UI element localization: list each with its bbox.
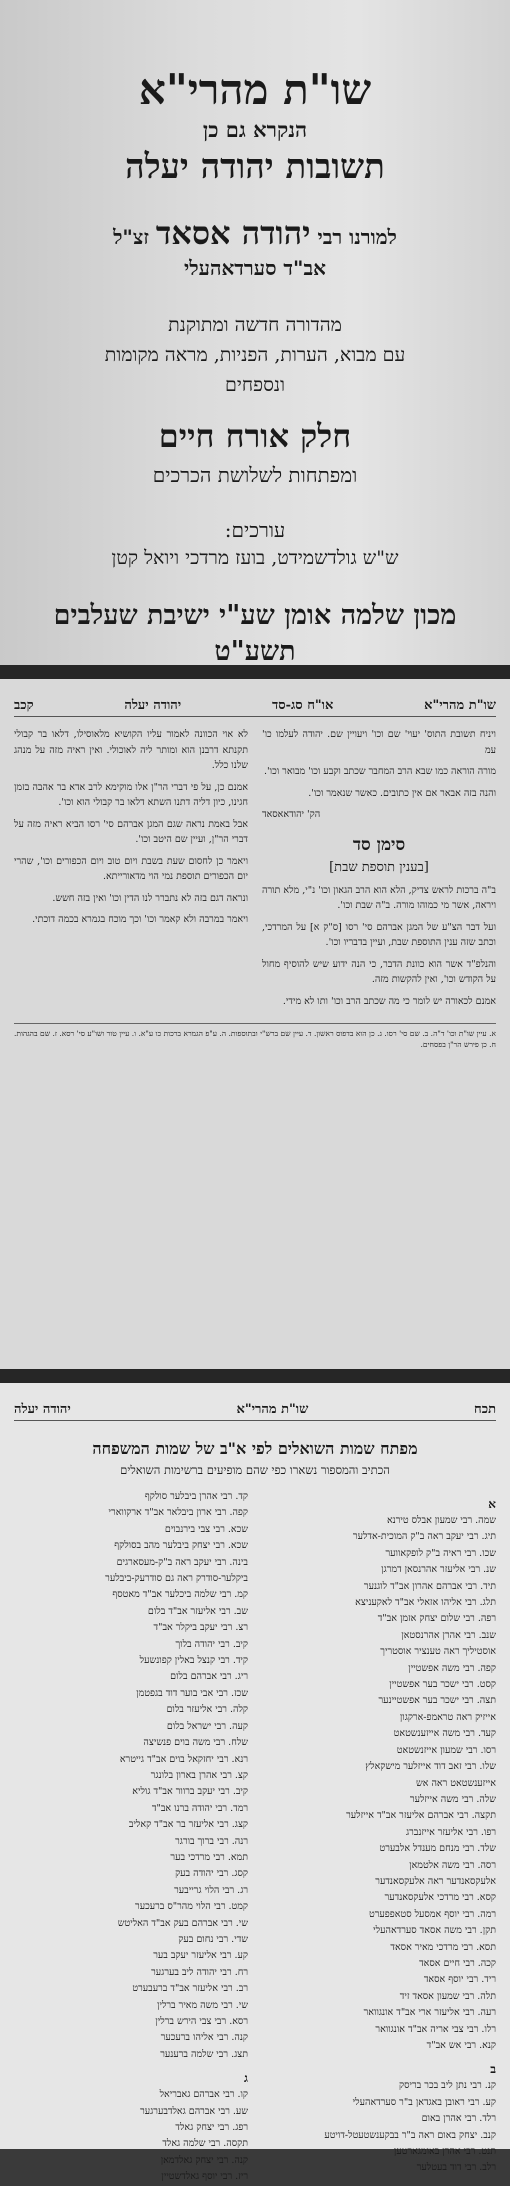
index-entry: תלה. רבי שמעון אסאד זיד xyxy=(399,1990,496,2002)
index-entry: קפה. רבי ארון ביבלאר אב"ד ארקווארי xyxy=(108,1507,248,1519)
index-entry: שי. רבי משה מאיר ברלין xyxy=(157,1999,248,2011)
index-entry: קלה. רבי אליעזר בלום xyxy=(166,1704,248,1716)
index-page xyxy=(0,1383,510,2183)
siman-subheading: [בענין תוספת שבת] xyxy=(329,859,429,875)
index-entry: תסא. רבי מרדכי מאיר אסאד xyxy=(390,1941,496,1953)
publisher: מכון שלמה אומן שע"י ישיבת שעלבים xyxy=(53,600,457,631)
index-letter-heading: ב xyxy=(490,2062,496,2077)
index-entry: קסט. רבי ישכר בער אפשטיין xyxy=(389,1679,496,1691)
index-entry: שמה. רבי שמעון אבלס טירנא xyxy=(386,1515,496,1526)
index-entry: קע. רבי ראובן באגדאן ב"ר סערדאהעלי xyxy=(352,2096,496,2108)
siman-heading: סימן סד xyxy=(352,834,406,855)
also-called: הנקרא גם כן xyxy=(202,117,308,142)
index-entry: שכא. רבי צבי בירנבוים xyxy=(164,1523,248,1535)
index-entry: תמא. רבי מרדכי בער xyxy=(170,1851,248,1863)
index-entry: רח. רבי יהודה ליב בערגער xyxy=(151,1966,248,1978)
index-entry: אלעקסאנדער ראה אלעקסאנדער xyxy=(375,1875,496,1887)
index-entry: ריג. רבי אברהם בלום xyxy=(170,1671,248,1683)
header-section: או"ח סג-סד xyxy=(271,698,334,713)
index-title: מפתח שמות השואלים לפי א"ב של שמות המשפחה xyxy=(92,1439,418,1458)
index-entry: שלה. רבי משה אייזלער xyxy=(409,1793,496,1805)
header-title: שו"ת מהרי"א xyxy=(424,698,496,713)
index-entry: שדי. רבי נחום בעק xyxy=(178,1933,248,1945)
index-entry: תיד. רבי אברהם אהרון אב"ד לוגנער xyxy=(363,1580,496,1592)
index-entry: רנא. רבי יחזקאל בוים אב"ד גייטרא xyxy=(119,1753,248,1765)
index-entry: קסג. רבי יהודה בעק xyxy=(175,1868,248,1880)
author-suffix: זצ"ל xyxy=(113,225,149,249)
bleed-through-text xyxy=(40,150,470,330)
index-entry: קיב. רבי יעקב ברוור אב"ד גוליא xyxy=(132,1786,248,1798)
author-role: אב"ד סערדאהעלי xyxy=(184,256,326,280)
index-entry: שב. רבי אליעזר אב"ד בלום xyxy=(147,1605,248,1617)
index-entry: אייזענשטאט ראה אש xyxy=(416,1777,496,1789)
index-entry: שי. רבי אברהם בעק אב"ד האליטש xyxy=(117,1917,248,1929)
paragraph: ועל דבר הצ"ע של המגן אברהם סי' רסו [ס"ק א] על המרדכי, וכתב שזה ענין התוספת שבת, ועיין בדבריו וכו'. xyxy=(262,921,496,948)
index-columns xyxy=(14,1489,496,2186)
paragraph: לא אוי הכוונה לאמור עליו הקושיא מלאוסילו, דלאו בר קבולי תקנתא דרבנן הוא ומותר ליה לאוכולי. ואין ראיה מזה על מנהג שלנו כלל. xyxy=(14,729,248,771)
index-entry: ריד. רבי יוסף אסאד xyxy=(423,1974,496,1986)
author-prefix: למורנו רבי xyxy=(317,225,397,249)
index-entry: קצג. רבי אליעזר בר אב"ד קאליב xyxy=(128,1819,248,1831)
header-alt-title: יהודה יעלה xyxy=(14,1402,71,1417)
index-entry: שע. רבי אברהם גאלדבערגער xyxy=(140,2105,248,2117)
index-entry: רלו. רבי צבי אריה אב"ד אונגוואר xyxy=(375,2023,496,2035)
index-entry: שנב. רבי אהרן אהרנסטאן xyxy=(401,1629,496,1641)
index-entry: שכז. רבי אבי בוער דוד בגפטמן xyxy=(136,1687,248,1699)
index-entry: קכה. רבי חיים אסאד xyxy=(419,1957,496,1969)
publication-year: תשע"ט xyxy=(214,636,296,667)
index-entry: רסה. רבי משה אלטמאן xyxy=(409,1859,496,1871)
index-entry: קו. רבי אברהם גאבריאל xyxy=(159,2089,248,2101)
alt-title: תשובות יהודה יעלה xyxy=(125,147,385,187)
index-right-column xyxy=(262,1489,496,2186)
index-entry: קנב. יצחק באום ראה ב"ר בבקענשטעטל-דויטע xyxy=(324,2129,496,2141)
index-entry: תקסה. רבי שלמה גאלד xyxy=(162,2138,248,2150)
signature: הק' יהודאאסאד xyxy=(262,809,321,820)
index-entry: קמ. רבי שלמה ביכלער אב"ד מאטסף xyxy=(112,1589,248,1601)
part-title: חלק אורח חיים xyxy=(158,417,352,455)
index-entry: ריז. רבי יוסף גאלדשטיין xyxy=(161,2171,248,2183)
index-entry: קצ. רבי אהרן בארון בלונגר xyxy=(150,1769,248,1781)
index-entry: רמד. רבי יהודה ברנו אב"ד xyxy=(151,1802,248,1814)
index-entry: תקצה. רבי אברהם אליעזר אב"ד אייזלער xyxy=(346,1810,496,1822)
index-entry: תקן. רבי משה אסאד סערדאהעלי xyxy=(373,1925,496,1937)
paragraph: ויניח תשובת התוס' יעוי' שם וכו' ויעויין שם. יהודה לעלמו כו' עמ xyxy=(262,729,496,756)
index-entry: רפו. רבי אליעזר אייזנברג xyxy=(405,1826,496,1838)
index-entry: תלג. רבי אליהו אזאלי אב"ד לאקעניצא xyxy=(355,1597,496,1609)
index-entry: רנה. רבי ברוך בורגר xyxy=(175,1835,248,1847)
indexes-line: ומפתחות לשלושת הכרכים xyxy=(152,463,358,487)
index-left-column xyxy=(14,1489,248,2186)
index-entry: רג. רבי הלוי גרייבער xyxy=(174,1884,248,1896)
index-entry: קד. רבי אהרן ביבלער סולקף xyxy=(144,1491,248,1502)
index-entry: רפג. רבי יצחק גאלד xyxy=(175,2122,248,2134)
paragraph: ב"ה ברכות לראש צדיק, הלא הוא הרב הגאון וכו' נ"י, מלא תורה ויראה, אשר מי כמוהו מורה. ב"ה שבת וכו'. xyxy=(262,884,496,911)
index-entry: תיג. רבי יעקב ראה ב"ק המוכית-אדלער xyxy=(352,1531,496,1543)
index-entry: ביקלער-סודרק ראה גם סודרעק-ביבלער xyxy=(105,1573,248,1585)
index-entry: רסא. רבי צבי הירש ברלין xyxy=(155,2016,248,2027)
index-entry: אייזיק ראה טראמפ-ארקגון xyxy=(399,1711,496,1723)
page-number: קכב xyxy=(14,698,34,713)
index-entry: קנא. רבי אש אב"ד xyxy=(426,2040,496,2051)
index-entry: רלד. רבי אהרן באום xyxy=(421,2113,496,2125)
index-subtitle: הכתיב והמספור נשארו כפי שהם מופיעים ברשימות השואלים xyxy=(120,1463,390,1477)
page-number: תכח xyxy=(474,1402,496,1417)
edition-line-3: ונספחים xyxy=(225,374,285,396)
index-entry: תנט. רבי אהרן באומגארטען xyxy=(393,2146,496,2158)
index-entry: קעה. רבי ישראל בלום xyxy=(166,1720,248,1732)
header-title: שו"ת מהרי"א xyxy=(236,1402,309,1417)
edition-line-1: מהדורה חדשה ומתוקנת xyxy=(168,314,342,336)
index-entry: רב. רבי אליעזר אב"ד ברעבערט xyxy=(132,1983,248,1995)
index-entry: קיד. רבי קנצל באלין קפונשעל xyxy=(139,1655,248,1667)
running-header xyxy=(14,1401,496,1421)
paragraph: והנה בזה אבאר אם אין כתובים. כאשר שנאמר וכו'. xyxy=(308,787,496,799)
index-letter-heading: א xyxy=(488,1497,496,1511)
author-name: יהודה אסאד xyxy=(155,214,311,252)
index-entry: שלד. רבי מנחם מענדל אלבערט xyxy=(379,1843,496,1855)
paragraph: אמנם לכאורה יש לומר כי מה שכתב הרב וכו' ותו לא מידי. xyxy=(282,995,496,1007)
title-page xyxy=(0,0,510,665)
index-entry: אוסטיליך ראה טענציר אוסטריך xyxy=(380,1646,496,1658)
edition-line-2: עם מבוא, הערות, הפניות, מראה מקומות xyxy=(104,344,406,366)
page-separator xyxy=(0,1369,510,1383)
left-column xyxy=(14,727,248,1015)
paragraph: אבל באמת נראה שגם המגן אברהם סי' רסו הביא ראיה מזה על דברי הר"ן, ועיין שם היטב וכו'. xyxy=(14,818,248,845)
index-letter-heading: ג xyxy=(244,2071,248,2086)
editors-label: עורכים: xyxy=(224,518,286,542)
book-title: שו"ת מהרי"א xyxy=(138,65,372,114)
index-entry: רצ. רבי יעקב ביקלר אב"ד xyxy=(153,1622,248,1634)
paragraph: ויאמר כן לחסום שעת בשבת ויום טוב ויום הכפורים וכו', שהרי יום הכפורים תוספת נמי הוי מדאורייתא. xyxy=(14,855,248,882)
index-entry: תצג. רבי שלמה ברענער xyxy=(160,2048,248,2060)
index-entry: בינה. רבי יעקב ראה ב"ק-מעסארגים xyxy=(116,1556,248,1568)
index-entry: שלח. רבי משה בוים פנשיצה xyxy=(143,1737,248,1749)
index-entry: שלו. רבי זאב דוד אייזלער מישקאלץ xyxy=(365,1761,496,1773)
index-entry: שכא. רבי יצחק ביבלער מהב בסולקף xyxy=(114,1540,248,1552)
index-entry: קע. רבי אליעזר יעקב בער xyxy=(153,1950,248,1962)
text-columns xyxy=(14,727,496,1015)
index-entry: רסו. רבי שמעון אייזנשטאט xyxy=(396,1744,496,1756)
paragraph: ויאמר במרבה ולא קאמר וכו' וכך מוכח בגמרא בכמה דוכתי. xyxy=(32,914,248,925)
running-header xyxy=(14,697,496,717)
right-column xyxy=(262,727,496,1015)
paragraph: מורה הוראה כמו שבא הרב המחבר שכתב וקבע וכו' מבואר וכו'. xyxy=(264,766,496,777)
index-entry: קמט. רבי הלוי מהר"ס ברעכער xyxy=(135,1901,248,1913)
index-entry: רלב. רבי דוד בעטלער xyxy=(416,2162,496,2174)
paragraph: ונראה דגם בזה לא נתברר לנו הדין וכו' ואין בזה חשש. xyxy=(52,892,248,904)
index-entry: שכו. רבי ראיה ב"ק לופקאווער xyxy=(385,1547,496,1559)
index-entry: קפה. רבי משה אפשטיין xyxy=(408,1662,496,1674)
index-entry: קנה. רבי אליהו ברעכער xyxy=(160,2032,248,2044)
paragraph: אמנם כן, על פי דברי הר"ן אלו מוקימא לרב אדא בר אהבה בזמן חגינו, כיון דליה דתנו השתא דלאו בר קבולי הוא וכו'. xyxy=(14,781,248,808)
index-entry: קנה. רבי יצחק גאלדמאן xyxy=(160,2154,248,2166)
index-entry: שנ. רבי אליעזר אהרנסאן דמרגן xyxy=(381,1564,496,1576)
text-page xyxy=(0,679,510,1369)
header-alt-title: יהודה יעלה xyxy=(124,698,182,713)
index-entry: קיב. רבי יהודה בלוך xyxy=(175,1638,248,1650)
index-entry: קנ. רבי נתן ליב בכר בריסק xyxy=(399,2080,496,2092)
index-entry: קעד. רבי משה אייזענשטאט xyxy=(393,1728,496,1740)
index-entry: תצה. רבי ישכר בער אפשטיינער xyxy=(378,1695,496,1707)
editors-names: ש"ש גולדשמידט, בועז מרדכי ויואל קטן xyxy=(111,547,399,569)
index-entry: קסא. רבי מרדכי אלעקסאנדער xyxy=(384,1892,496,1904)
index-entry: רעה. רבי אליעזר ארי אב"ד אונגוואר xyxy=(363,2007,496,2019)
index-entry: רפה. רבי שלום יצחק אזמן אב"ד xyxy=(377,1613,496,1625)
index-entry: רמה. רבי יוסף אמסעל סטאפפערט xyxy=(369,1908,496,1920)
paragraph: והנלפ"ד אשר הוא כוונת הדבר, כי הנה ידוע שיש להוסיף מחול על הקודש וכו', ואין להקשות מזה. xyxy=(262,958,496,985)
footnotes: א. עיין שו"ת וכו' ד"ה. ב. שם סי' רסו. ג. כן הוא בדפוס ראשון. ד. עיין שם ברש"י ובתוספות. ה. ע"פ הגמרא ברכות כו ע"א. ו. עיין טור ושו"ע סי' רסא. ז. שם בהגהות. ח. כן פירש הר"ן בפסחים. xyxy=(14,1023,496,1050)
